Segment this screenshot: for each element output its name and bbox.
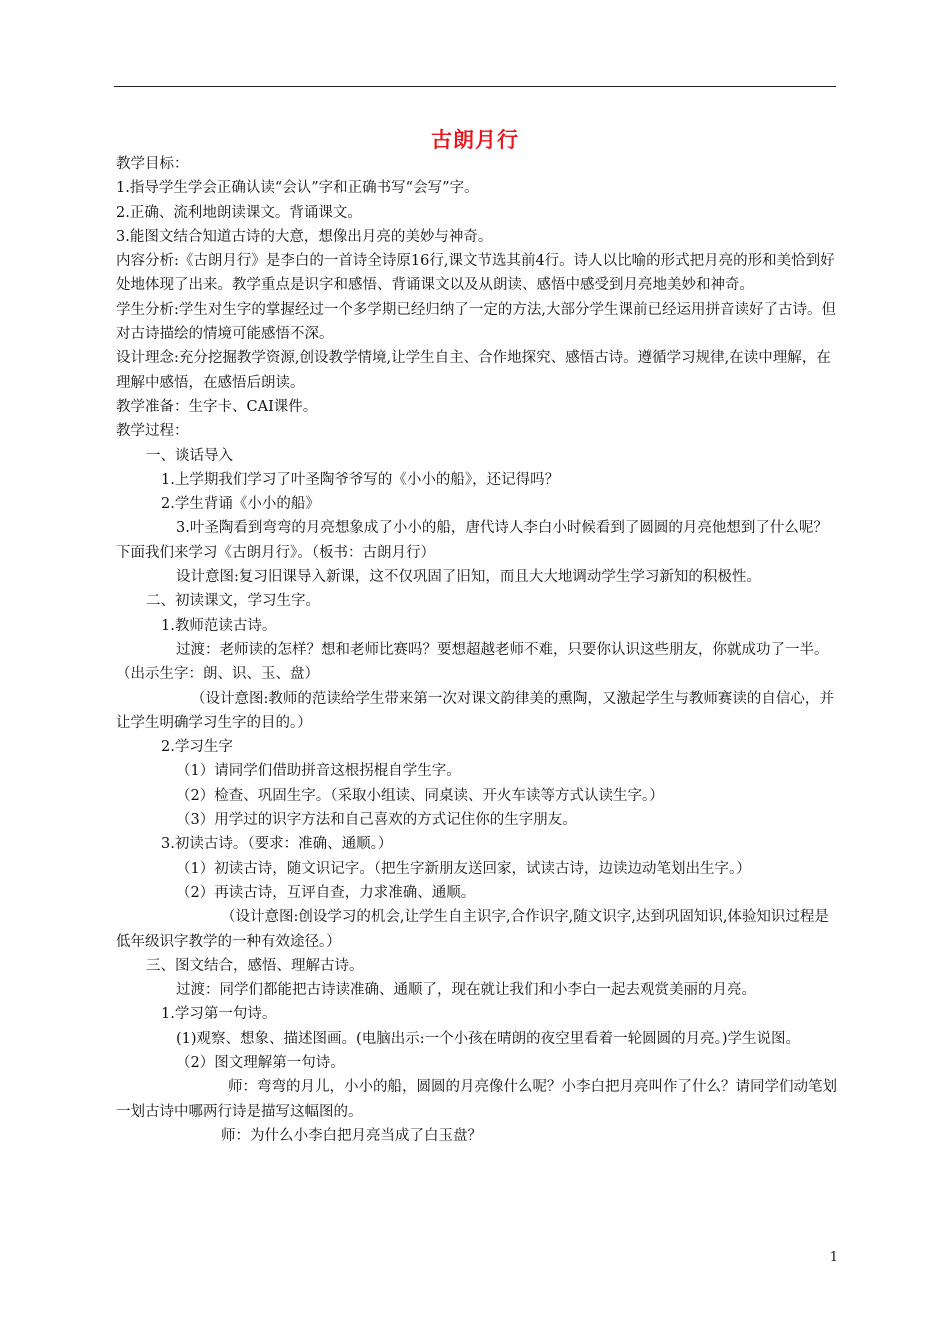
teacher-dialogue: 师：为什么小李白把月亮当成了白玉盘？ xyxy=(221,1127,482,1144)
step-item: 3.初读古诗。（要求：准确、通顺。） xyxy=(161,836,393,853)
sub-item: （2）再读古诗，互评自查，力求准确、通顺。 xyxy=(176,884,476,901)
step-item: 3.叶圣陶看到弯弯的月亮想象成了小小的船，唐代诗人李白小时候看到了圆圆的月亮他想到了什么呢？下面我们来学习《古朗月行》。（板书：古朗月行） xyxy=(116,520,828,561)
step-heading: 一、谈话导入 xyxy=(146,447,233,464)
step-heading: 三、图文结合，感悟、理解古诗。 xyxy=(146,957,364,974)
step-heading: 二、初读课文，学习生字。 xyxy=(146,593,320,610)
step-item: 1.教师范读古诗。 xyxy=(161,617,277,634)
document-title: 古朗月行 xyxy=(431,128,519,152)
sub-item: （1）初读古诗，随文识记字。（把生字新朋友送回家，试读古诗，边读边动笔划出生字。） xyxy=(176,860,751,877)
section-heading: 教学过程： xyxy=(116,423,189,440)
step-item: 1.上学期我们学习了叶圣陶爷爷写的《小小的船》，还记得吗？ xyxy=(161,471,560,488)
header-rule xyxy=(114,86,836,87)
teacher-dialogue: 师：弯弯的月儿，小小的船，圆圆的月亮像什么呢？小李白把月亮叫作了什么？请同学们动笔划一划古诗中哪两行诗是描写这幅图的。 xyxy=(116,1079,837,1120)
design-concept: 设计理念:充分挖掘教学资源,创设教学情境,让学生自主、合作地探究、感悟古诗。遵循学习规律,在读中理解，在理解中感悟，在感悟后朗读。 xyxy=(116,350,831,391)
page-number: 1 xyxy=(829,1250,838,1265)
design-intent: 设计意图:复习旧课导入新课，这不仅巩固了旧知，而且大大地调动学生学习新知的积极性。 xyxy=(176,569,761,586)
objective-item: 2.正确、流利地朗读课文。背诵课文。 xyxy=(116,204,362,221)
sub-item: （2）图文理解第一句诗。 xyxy=(176,1054,345,1071)
objective-item: 3.能图文结合知道古诗的大意，想像出月亮的美妙与神奇。 xyxy=(116,228,493,245)
objective-item: 1.指导学生学会正确认读“会认”字和正确书写“会写”字。 xyxy=(116,180,479,197)
step-item: 1.学习第一句诗。 xyxy=(161,1006,277,1023)
content-analysis: 内容分析:《古朗月行》是李白的一首诗全诗原16行,课文节选其前4行。诗人以比喻的形式把月亮的形和美恰到好处地体现了出来。教学重点是识字和感悟、背诵课文以及从朗读、感悟中感受到月亮地美妙和神奇。 xyxy=(116,253,835,294)
design-intent: （设计意图:教师的范读给学生带来第一次对课文韵律美的熏陶，又激起学生与教师赛读的自信心，并让学生明确学习生字的目的。） xyxy=(116,690,834,731)
document-body xyxy=(116,152,840,1148)
transition-text: 过渡：老师读的怎样？想和老师比赛吗？要想超越老师不难，只要你认识这些朋友，你就成功了一半。（出示生字：朗、识、玉、盘） xyxy=(116,641,829,683)
student-analysis: 学生分析:学生对生字的掌握经过一个多学期已经归纳了一定的方法,大部分学生课前已经运用拼音读好了古诗。但对古诗描绘的情境可能感悟不深。 xyxy=(116,301,836,343)
sub-item: （1）请同学们借助拼音这根拐棍自学生字。 xyxy=(176,763,461,780)
design-intent: （设计意图:创设学习的机会,让学生自主识字,合作识字,随文识字,达到巩固知识,体验知识过程是低年级识字教学的一种有效途径。） xyxy=(116,909,829,950)
sub-item: (1)观察、想象、描述图画。(电脑出示:一个小孩在晴朗的夜空里看着一轮圆圆的月亮。)学生说图。 xyxy=(176,1030,800,1047)
sub-item: （3）用学过的识字方法和自己喜欢的方式记住你的生字朋友。 xyxy=(176,812,577,829)
teaching-prep: 教学准备：生字卡、CAI课件。 xyxy=(116,398,318,415)
step-item: 2.学习生字 xyxy=(161,739,233,756)
transition-text: 过渡：同学们都能把古诗读准确、通顺了，现在就让我们和小李白一起去观赏美丽的月亮。 xyxy=(176,982,756,999)
section-heading: 教学目标： xyxy=(116,156,189,172)
sub-item: （2）检查、巩固生字。（采取小组读、同桌读、开火车读等方式认读生字。） xyxy=(176,787,664,804)
step-item: 2.学生背诵《小小的船》 xyxy=(161,496,320,513)
